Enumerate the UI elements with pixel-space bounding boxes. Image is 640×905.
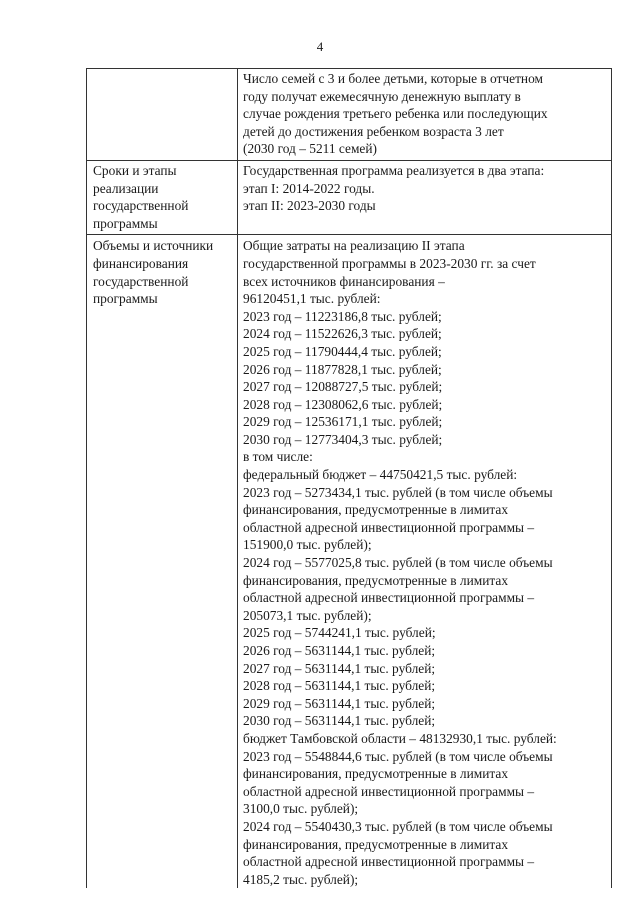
row-content <box>238 160 612 234</box>
content-line: 2025 год – 11790444,4 тыс. рублей; <box>243 343 442 359</box>
content-line: 3100,0 тыс. рублей); <box>243 801 359 817</box>
label-line: реализации <box>93 180 159 196</box>
content-line: областной адресной инвестиционной программы – <box>243 854 535 870</box>
content-line: бюджет Тамбовской области – 48132930,1 тыс. рублей: <box>243 730 557 746</box>
row-label <box>87 69 238 161</box>
content-line: 4185,2 тыс. рублей); <box>243 871 359 887</box>
content-line: всех источников финансирования – <box>243 273 445 289</box>
content-line: этап I: 2014-2022 годы. <box>243 180 375 196</box>
row-label <box>87 160 238 234</box>
table-row <box>87 160 612 234</box>
label-line: программы <box>93 291 158 307</box>
content-line: 205073,1 тыс. рублей); <box>243 607 372 623</box>
content-line: областной адресной инвестиционной программы – <box>243 590 535 606</box>
content-line: 2025 год – 5744241,1 тыс. рублей; <box>243 625 436 641</box>
label-line: финансирования <box>93 255 189 271</box>
content-line: 2023 год – 5548844,6 тыс. рублей (в том числе объемы <box>243 748 553 764</box>
content-line: 151900,0 тыс. рублей); <box>243 537 372 553</box>
label-line: государственной <box>93 198 189 214</box>
content-line: 2024 год – 5577025,8 тыс. рублей (в том числе объемы <box>243 555 553 571</box>
content-line: 2024 год – 11522626,3 тыс. рублей; <box>243 326 442 342</box>
content-line: финансирования, предусмотренные в лимитах <box>243 572 509 588</box>
content-line: финансирования, предусмотренные в лимитах <box>243 766 509 782</box>
content-line: детей до достижения ребенком возраста 3 лет <box>243 123 504 139</box>
content-line: 2026 год – 5631144,1 тыс. рублей; <box>243 643 436 658</box>
row-content <box>238 235 612 888</box>
page-number: 4 <box>316 39 324 54</box>
content-line: 2023 год – 11223186,8 тыс. рублей; <box>243 308 442 324</box>
table-row <box>87 69 612 161</box>
content-line: 2030 год – 12773404,3 тыс. рублей; <box>243 431 443 447</box>
content-line: Число семей с 3 и более детьми, которые в отчетном <box>243 71 544 86</box>
label-line: программы <box>93 215 158 231</box>
content-line: Государственная программа реализуется в два этапа: <box>243 162 545 178</box>
content-line: году получат ежемесячную денежную выплату в <box>243 88 521 104</box>
row-content <box>238 69 612 161</box>
label-line: Объемы и источники <box>93 238 214 254</box>
content-line: в том числе: <box>243 449 313 465</box>
content-line: 2027 год – 5631144,1 тыс. рублей; <box>243 660 436 676</box>
content-line: (2030 год – 5211 семей) <box>243 141 377 157</box>
content-line: 2024 год – 5540430,3 тыс. рублей (в том числе объемы <box>243 818 553 834</box>
content-line: Общие затраты на реализацию II этапа <box>243 238 465 254</box>
content-line: финансирования, предусмотренные в лимитах <box>243 502 509 518</box>
content-line: федеральный бюджет – 44750421,5 тыс. рублей: <box>243 467 518 483</box>
table-row <box>87 235 612 888</box>
program-passport-table <box>86 68 612 888</box>
content-line: случае рождения третьего ребенка или последующих <box>243 106 548 122</box>
content-line: 2030 год – 5631144,1 тыс. рублей; <box>243 713 436 729</box>
content-line: 2028 год – 12308062,6 тыс. рублей; <box>243 396 443 412</box>
row-label <box>87 235 238 888</box>
content-line: 2026 год – 11877828,1 тыс. рублей; <box>243 361 442 377</box>
content-line: 2029 год – 5631144,1 тыс. рублей; <box>243 695 436 711</box>
content-line: 2027 год – 12088727,5 тыс. рублей; <box>243 379 443 395</box>
content-line: областной адресной инвестиционной программы – <box>243 519 535 535</box>
label-line: государственной <box>93 273 189 289</box>
content-line: этап II: 2023-2030 годы <box>243 198 376 214</box>
content-line: 2029 год – 12536171,1 тыс. рублей; <box>243 414 443 430</box>
content-line: 2023 год – 5273434,1 тыс. рублей (в том числе объемы <box>243 484 553 500</box>
content-line: финансирования, предусмотренные в лимитах <box>243 836 509 852</box>
label-line: Сроки и этапы <box>93 162 177 178</box>
content-line: областной адресной инвестиционной программы – <box>243 783 535 799</box>
content-line: 2028 год – 5631144,1 тыс. рублей; <box>243 678 436 694</box>
content-line: государственной программы в 2023-2030 гг. за счет <box>243 255 536 271</box>
content-line: 96120451,1 тыс. рублей: <box>243 291 381 307</box>
